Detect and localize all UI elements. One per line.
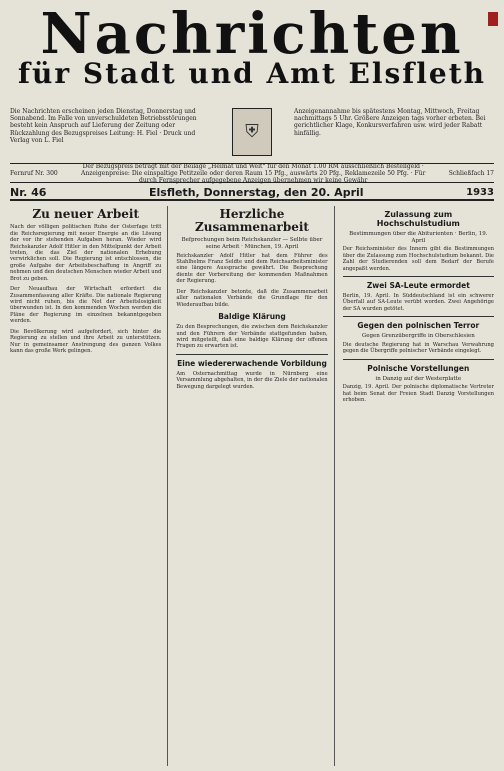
column-1 [10,206,168,766]
headline-polnische-vorstellungen: Polnische Vorstellungen [367,363,470,373]
info-right [294,108,494,137]
subheadline: Gegen Grenzübergriffe in Oberschlesien [361,333,475,340]
article-paragraph: Zu den Besprechungen, die zwischen dem Reichskanzler und den Führern der Verbände stattgefunden haben, wird mitgeteilt, daß eine baldige Klärung der offenen Fragen zu erwarten ist. [176,324,328,350]
article-paragraph: Reichskanzler Adolf Hitler hat dem Führer des Stahlhelms Franz Seldte und dem Reichsarbeitsminister eine längere Aussprache gewährt. Die Besprechung diente der Vorbereitung der kommenden Maßnahmen der Regierung. [176,252,328,285]
headline-polnischer-terror: Gegen den polnischen Terror [357,321,480,331]
divider [176,354,327,355]
article-columns [10,206,494,766]
headline-hochschulstudium: Zulassung zum Hochschulstudium [376,210,460,228]
article-paragraph: Berlin, 19. April. In Süddeutschland ist ein schwerer Überfall auf SA-Leute verübt worden. Zwei Angehörige der SA wurden getötet. [342,292,494,312]
subheadline: in Danzig auf der Westerplatte [375,375,462,382]
masthead [10,1,494,90]
info-row [10,108,494,158]
masthead-title: Nachrichten [40,1,464,67]
price-info: Der Bezugspreis beträgt mit der Beilage „Heimat und Welt“ für den Monat 1.00 RM ausschließlich Bestellgeld · Anzeigenpreise: Die einspaltige Petitzeile oder deren Raum 15 Pfg., auswärts 20 Pfg., Reklamezeile 50 Pfg. · Für durch Fernsprecher aufgegebene Anzeigen übernehmen wir keine Gewähr [81,162,426,184]
masthead-subtitle: für Stadt und Amt Elsfleth [17,57,487,90]
subheadline: Befprechungen beim Reichskanzler — Selbte über seine Arbeit · München, 19. April [181,237,323,250]
section-heading: Eine wiedererwachende Vorbildung [177,358,327,368]
issue-strip [10,163,494,183]
article-paragraph: Der Neuaufbau der Wirtschaft erfordert die Zusammenfassung aller Kräfte. Die nationale Regierung wird nicht ruhen, bis die Not der Arbeitslosigkeit überwunden ist. In den kommenden Wochen werden die Pläne der Regierung im einzelnen bekanntgegeben werden. [10,286,162,325]
info-left-text: Die Nachrichten erscheinen jeden Dienstag, Donnerstag und Sonnabend. Im Falle von unverschuldeten Betriebsstörungen besteht kein Anspruch auf Lieferung der Zeitung oder Rückzahlung des Bezugspreises Leitung: H. Fiel · Druck und Verlag von L. Fiel [10,108,197,144]
column-2 [176,206,334,766]
divider [343,276,494,277]
article-paragraph: Die deutsche Regierung hat in Warschau Verwahrung gegen die Übergriffe polnischer Verbände eingelegt. [342,341,494,355]
issue-number: Nr. 46 [10,185,47,199]
dateline [10,185,494,201]
article-paragraph: Der Reichskanzler betonte, daß die Zusammenarbeit aller nationalen Verbände die Grundlage für den Wiederaufbau bilde. [176,288,328,308]
divider [343,359,494,360]
issue-year: 1933 [466,186,494,198]
headline-herzliche-zusammenarbeit: Herzliche Zusammenarbeit [194,207,309,235]
phone-number: Fernruf Nr. 300 [10,169,58,177]
divider [343,316,494,317]
article-paragraph: Nach der völligen politischen Ruhe der Osterfage tritt die Reichsregierung mit neuer Energie an die Lösung der vor ihr stehenden Aufgaben heran. Wieder wird Reichskanzler Adolf Hitler in den Mittelpunkt der Arbeit treten, die das Ziel der nationalen Erhebung verwirklichen soll. Die Regierung ist entschlossen, die große Aufgabe der Arbeitsbeschaffung in Angriff zu nehmen und den deutschen Menschen wieder Arbeit und Brot zu geben. [10,224,162,282]
article-paragraph: Der Reichsminister des Innern gibt die Bestimmungen über die Zulassung zum Hochschulstudium bekannt. Die Zahl der Studierenden soll dem Bedarf der Berufe angepaßt werden. [342,246,494,272]
section-heading: Baldige Klärung [218,312,286,322]
issue-date: Elsfleth, Donnerstag, den 20. April [148,185,364,199]
column-3 [343,206,494,766]
article-paragraph: Am Osternachmittag wurde in Nürnberg eine Versammlung abgehalten, in der die Ziele der nationalen Bewegung dargelegt wurden. [176,370,328,390]
article-paragraph: Danzig, 19. April. Der polnische diplomatische Vertreter hat beim Senat der Freien Stadt Danzig Vorstellungen erhoben. [342,384,494,404]
postbox: Schließfach 17 [448,169,494,177]
info-left [10,108,210,144]
article-paragraph: Die Bevölkerung wird aufgefordert, sich hinter die Regierung zu stellen und ihre Arbeit zu unterstützen. Nur in gemeinsamer Anstrengung des ganzen Volkes kann das große Werk gelingen. [10,328,162,355]
info-right-text: Anzeigenannahme bis spätestens Montag, Mittwoch, Freitag nachmittags 5 Uhr. Größere Anzeigen tags vorher erbeten. Bei gerichtlicher Klage, Konkursverfahren usw. wird jeder Rabatt hinfällig. [294,108,486,137]
headline-sa-leute: Zwei SA-Leute ermordet [366,280,470,290]
subheadline: Bestimmungen über die Abiturienten · Berlin, 19. April [349,231,488,244]
coat-of-arms-icon: ⛨ [232,108,272,156]
headline-zu-neuer-arbeit: Zu neuer Arbeit [32,207,139,221]
